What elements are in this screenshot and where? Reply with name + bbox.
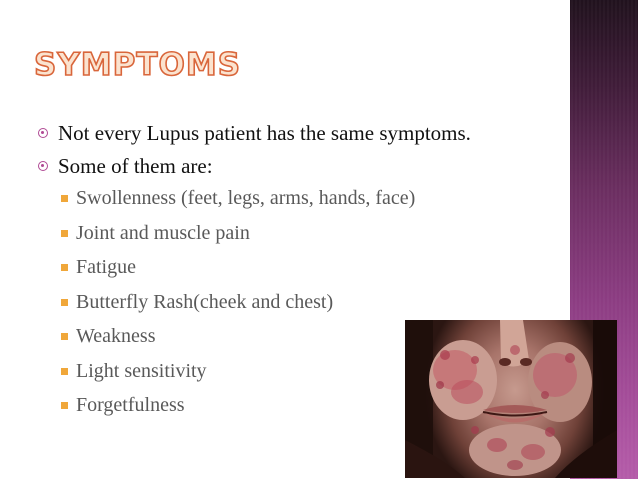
- sub-bullet-text: Light sensitivity: [76, 359, 207, 382]
- circle-dot-bullet-icon: [38, 128, 48, 138]
- orange-square-bullet-icon: [61, 195, 68, 202]
- sub-bullet-item: [36, 290, 566, 314]
- sub-bullet-text: Swollenness (feet, legs, arms, hands, face): [76, 187, 416, 209]
- sub-bullet-text: Joint and muscle pain: [76, 221, 250, 244]
- sub-bullet-text: Forgetfulness: [76, 394, 185, 416]
- bullet-item: [36, 120, 566, 146]
- orange-square-bullet-icon: [61, 402, 68, 409]
- butterfly-rash-photo: [405, 320, 617, 478]
- sub-bullet-text: Butterfly Rash(cheek and chest): [76, 290, 334, 313]
- bullet-text: Some of them are:: [58, 154, 213, 178]
- sub-bullet-item: [36, 255, 566, 279]
- bullet-item: [36, 153, 566, 179]
- orange-square-bullet-icon: [61, 299, 68, 306]
- orange-square-bullet-icon: [61, 368, 68, 375]
- orange-square-bullet-icon: [61, 264, 68, 271]
- orange-square-bullet-icon: [61, 333, 68, 340]
- sub-bullet-item: [36, 221, 566, 245]
- slide-title: SYMPTOMS: [34, 47, 242, 83]
- circle-dot-bullet-icon: [38, 161, 48, 171]
- sub-bullet-item: [36, 186, 566, 210]
- bullet-text: Not every Lupus patient has the same symptoms.: [58, 121, 471, 145]
- sub-bullet-text: Weakness: [76, 325, 156, 347]
- face-illustration: [405, 320, 617, 478]
- sub-bullet-text: Fatigue: [76, 256, 136, 278]
- orange-square-bullet-icon: [61, 230, 68, 237]
